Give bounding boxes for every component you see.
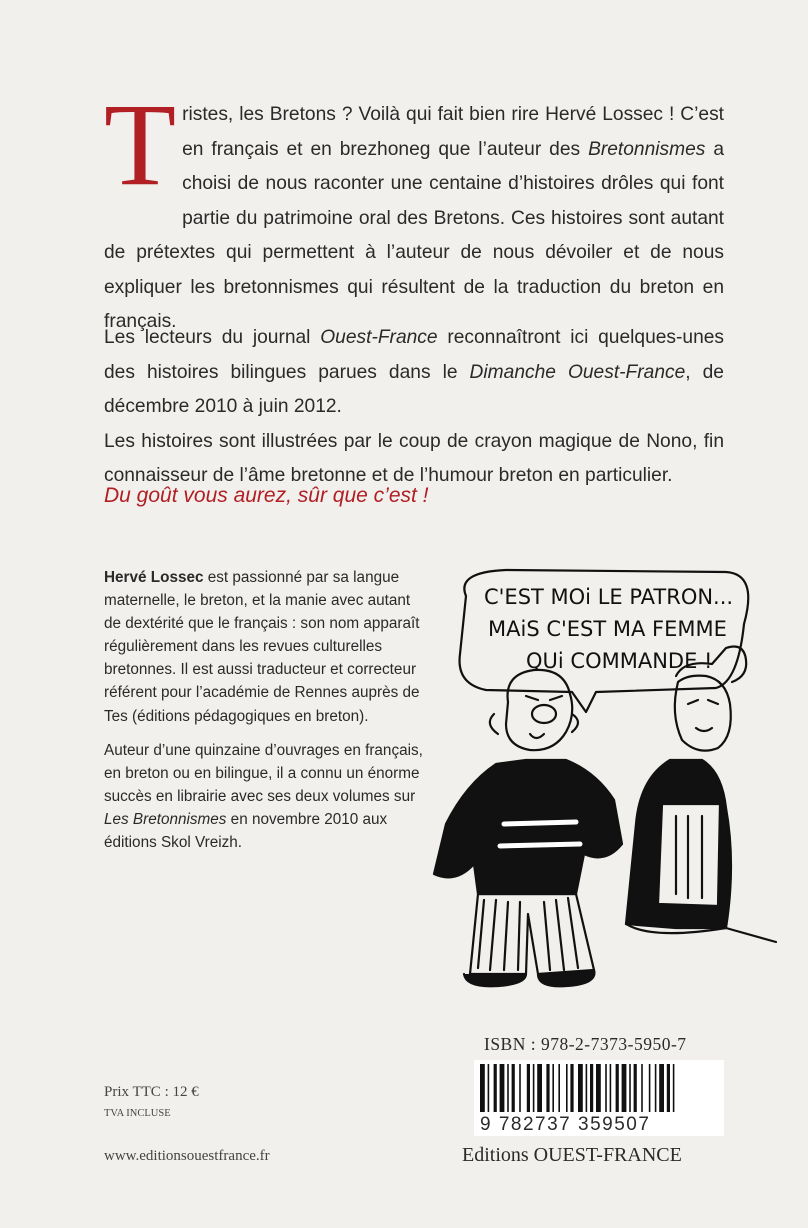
cartoon-illustration	[426, 564, 786, 1004]
bubble-line-1: C'EST MOi LE PATRON...	[484, 585, 734, 609]
readers-paragraph	[104, 321, 724, 494]
barcode-bar	[507, 1064, 509, 1112]
readers-segment: reconnaîtront ici quelques-unes des histoires bilingues parues dans le	[104, 327, 725, 383]
tva-note: TVA INCLUSE	[104, 1108, 171, 1119]
barcode-bar	[552, 1064, 554, 1112]
intro-paragraph	[104, 79, 724, 340]
barcode-bar	[578, 1064, 583, 1112]
readers-segment: , de décembre 2010 à juin 2012.	[104, 361, 724, 417]
barcode-bar	[488, 1064, 490, 1112]
bio-paragraph-2	[104, 739, 426, 854]
barcode-bar	[649, 1064, 651, 1112]
barcode-bar	[570, 1064, 573, 1112]
barcode-bar	[546, 1064, 549, 1112]
publisher: Editions OUEST-FRANCE	[462, 1144, 682, 1166]
barcode-bar	[629, 1064, 631, 1112]
price: Prix TTC : 12 €	[104, 1084, 199, 1100]
intro-segment: a choisi de nous raconter une centaine d’histoires drôles qui font partie du patrimoine oral des Bretons. Ces histoires sont autant de prétextes qui permettent à l’auteur de nous dévoiler et de nous expliquer les bretonnismes qui résultent de la traduction du breton en français.	[104, 138, 724, 332]
bio2-segment: Les Bretonnismes	[104, 810, 227, 828]
barcode-bar	[586, 1064, 588, 1112]
barcode-bar	[659, 1064, 664, 1112]
barcode-bar	[634, 1064, 637, 1112]
barcode-bar	[616, 1064, 619, 1112]
barcode-bar	[641, 1064, 643, 1112]
barcode-bar	[558, 1064, 560, 1112]
intro-text	[104, 79, 724, 332]
barcode-bar	[667, 1064, 670, 1112]
readers-segment: Ouest-France	[320, 327, 438, 348]
bio1-segment: Hervé Lossec	[104, 569, 204, 586]
readers-text	[104, 321, 724, 425]
intro-segment: Bretonnismes	[588, 138, 706, 160]
illustration-credit-text: Les histoires sont illustrées par le coup de crayon magique de Nono, fin connaisseur de l’âme bretonne et de l’humour breton en particulier.	[104, 430, 724, 486]
bio2-segment: en novembre 2010 aux éditions Skol Vreizh.	[104, 810, 388, 852]
barcode-bar	[605, 1064, 607, 1112]
barcode-bar	[500, 1064, 505, 1112]
intro-segment: ristes, les Bretons ? Voilà qui fait bien rire Hervé Lossec ! C’est en français et en brezhoneg que l’auteur des	[182, 104, 724, 160]
barcode-bar	[590, 1064, 593, 1112]
readers-segment: Les lecteurs du journal	[104, 327, 321, 348]
drop-cap: T	[104, 79, 177, 210]
readers-segment: Dimanche Ouest-France	[469, 361, 686, 383]
barcode-bar	[527, 1064, 530, 1112]
barcode-bar	[480, 1064, 485, 1112]
barcode-bar	[596, 1064, 601, 1112]
barcode-bar	[537, 1064, 542, 1112]
barcode-bar	[512, 1064, 515, 1112]
barcode-bar	[673, 1064, 675, 1112]
barcode-bar	[622, 1064, 627, 1112]
bubble-line-3: QUi COMMANDE !	[526, 649, 713, 673]
bio2-segment: Auteur d’une quinzaine d’ouvrages en français, en breton ou en bilingue, il a connu un énorme succès en librairie avec ses deux volumes sur	[104, 741, 423, 805]
barcode-bar	[519, 1064, 521, 1112]
man-body	[434, 760, 622, 894]
man-legs	[470, 894, 594, 974]
barcode-bar	[655, 1064, 657, 1112]
barcode-number: 9 782737 359507	[474, 1114, 724, 1136]
isbn: ISBN : 978-2-7373-5950-7	[484, 1034, 687, 1054]
tagline: Du goût vous aurez, sûr que c’est !	[104, 484, 429, 507]
author-bio	[104, 566, 426, 865]
barcode-bar	[610, 1064, 612, 1112]
website: www.editionsouestfrance.fr	[104, 1148, 270, 1164]
barcode-bar	[494, 1064, 497, 1112]
bio-paragraph-1	[104, 566, 426, 728]
woman-head	[675, 676, 731, 751]
barcode-bar	[566, 1064, 568, 1112]
barcode-bar	[533, 1064, 535, 1112]
bubble-line-2: MAiS C'EST MA FEMME	[488, 617, 727, 641]
bio1-segment: est passionné par sa langue maternelle, le breton, et la manie avec autant de dextérité que le français : son nom apparaît régulièrement dans les revues culturelles bretonnes. Il est aussi traducteur et correcteur référent pour l’académie de Rennes auprès de Tes (éditions pédagogiques en breton).	[104, 569, 420, 725]
